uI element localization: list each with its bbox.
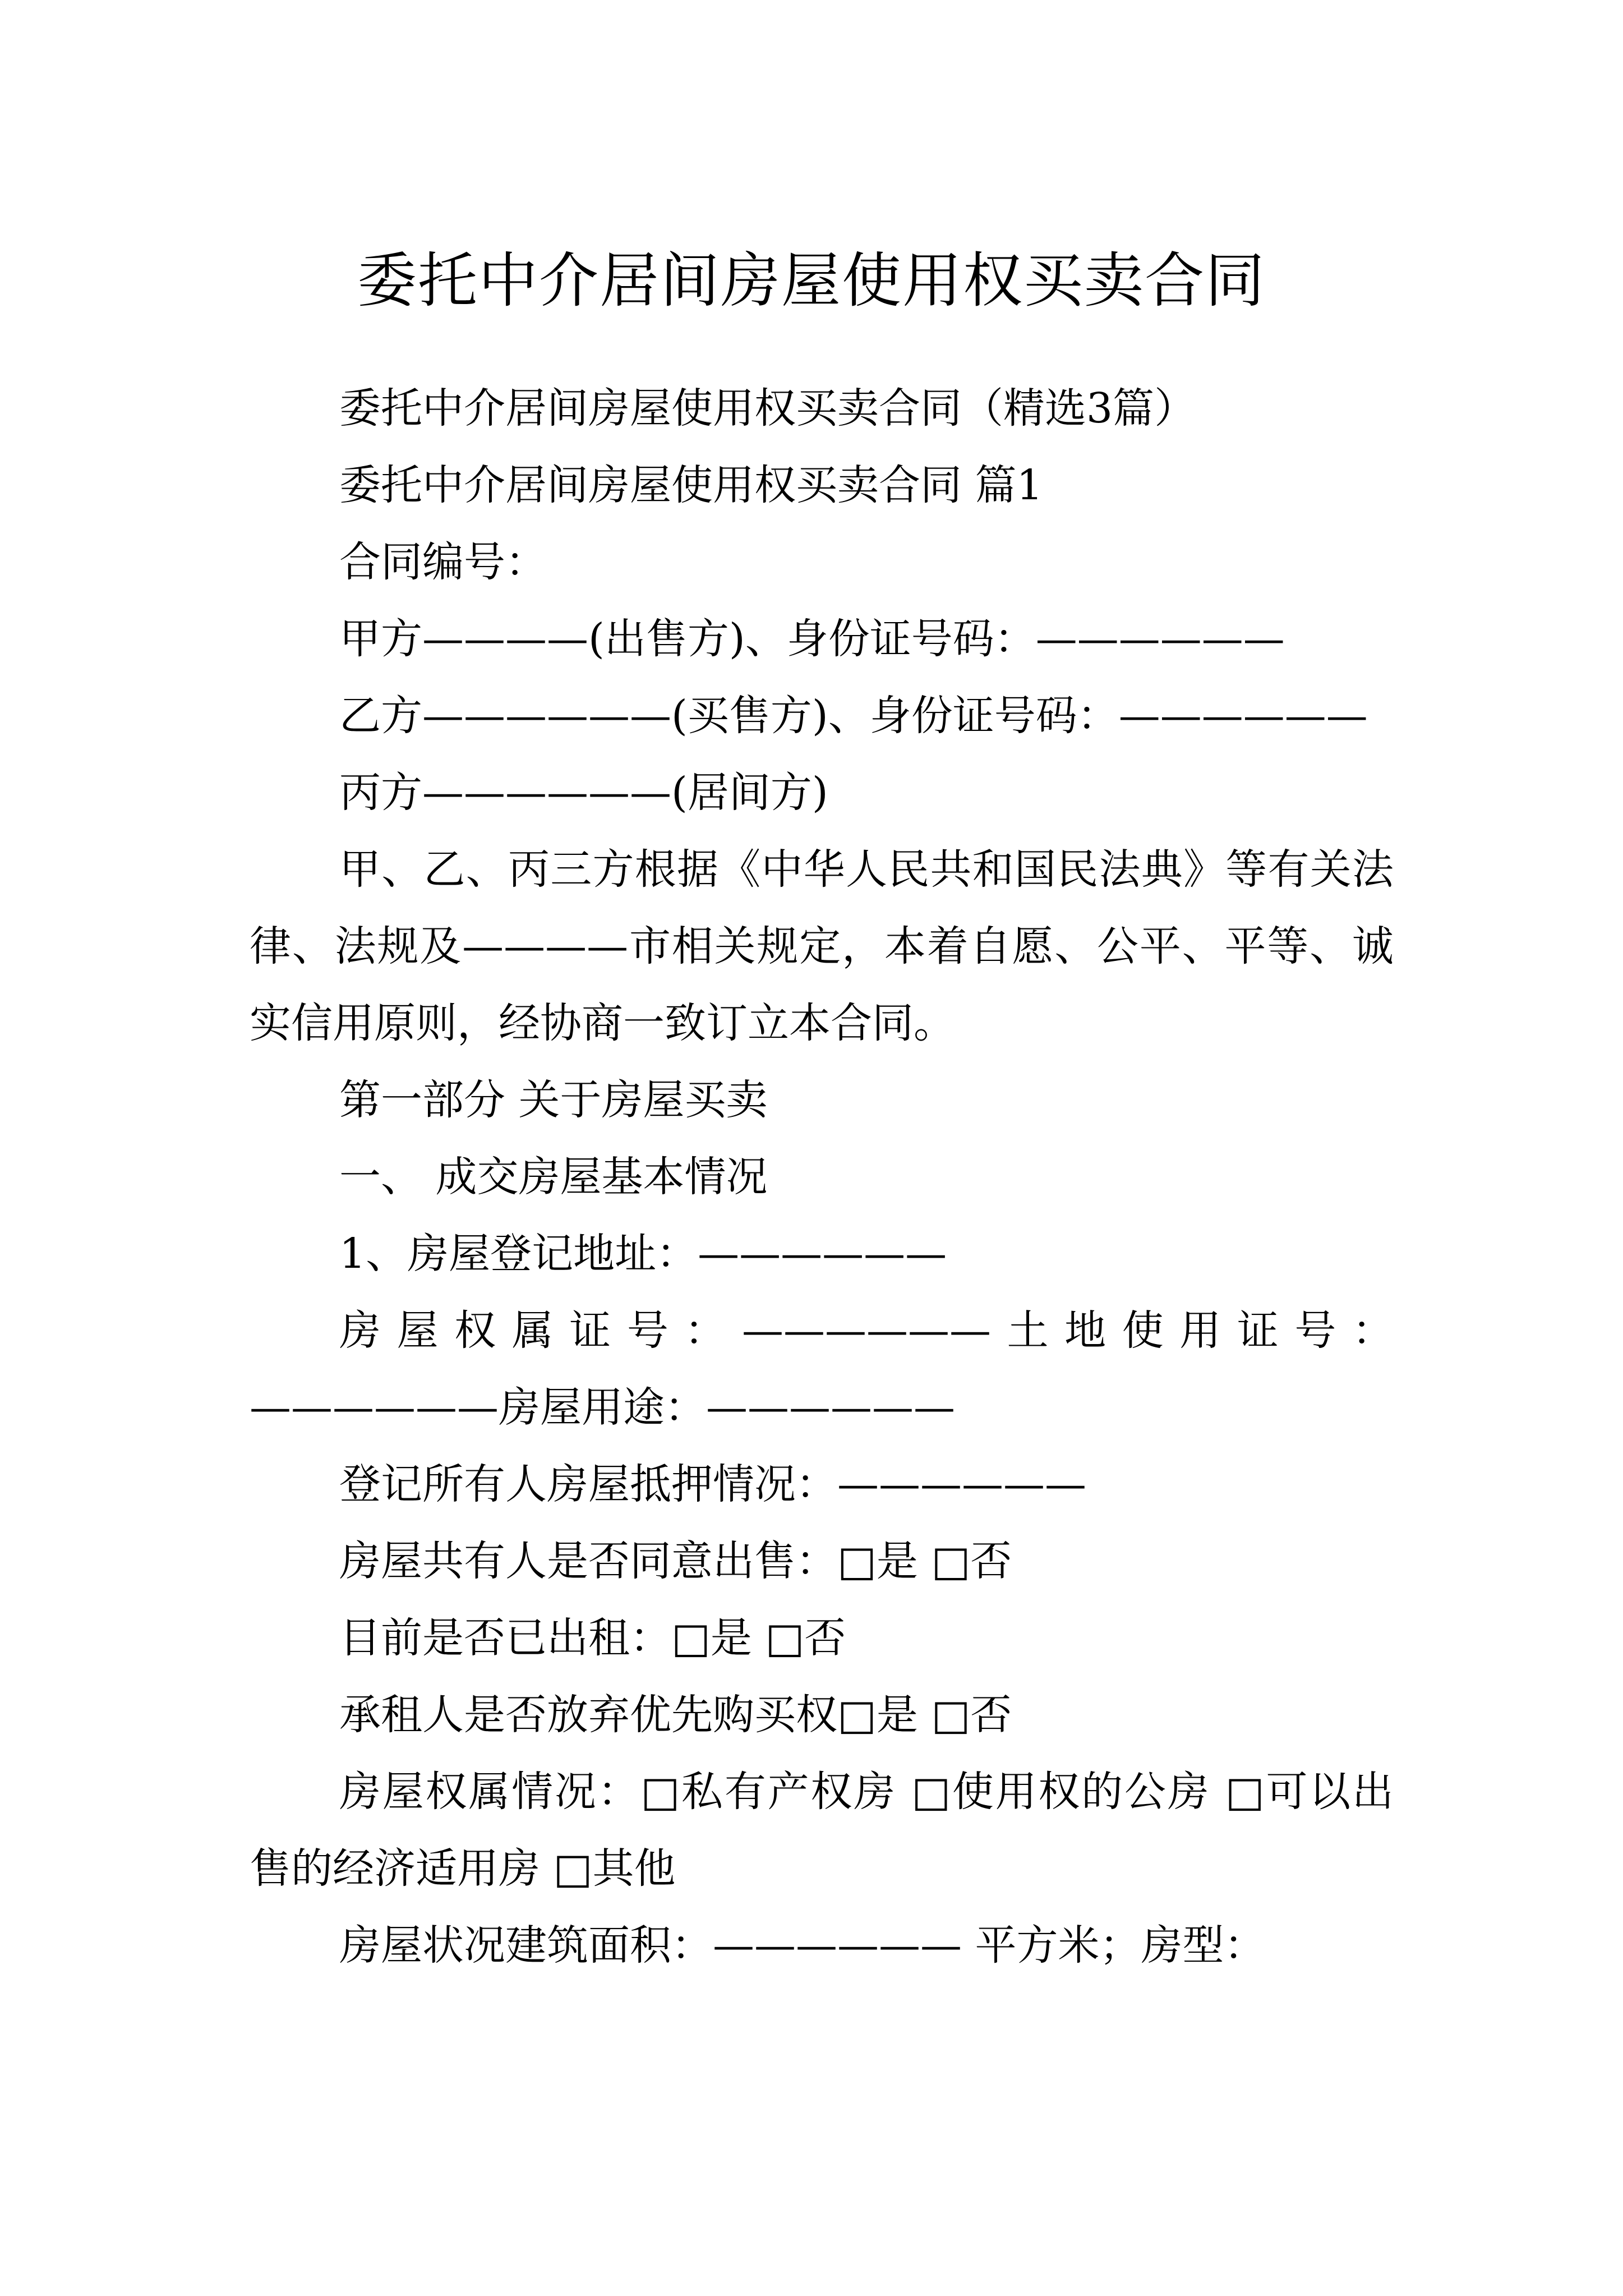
paragraph-mortgage-status: 登记所有人房屋抵押情况：——————	[339, 1460, 1086, 1508]
paragraph-section-one-heading: 一、 成交房屋基本情况	[339, 1153, 768, 1201]
document-body	[250, 370, 1394, 1984]
paragraph-contract-number: 合同编号：	[339, 538, 547, 586]
paragraph-tenant-preemption: 承租人是否放弃优先购买权□是 □否	[339, 1691, 1012, 1739]
paragraph-co-owner-consent: 房屋共有人是否同意出售：□是 □否	[339, 1537, 1012, 1585]
paragraph-collection-title: 委托中介居间房屋使用权买卖合同（精选3篇）	[339, 384, 1196, 432]
paragraph-house-address: 1、房屋登记地址：——————	[339, 1230, 947, 1278]
paragraph-building-area: 房屋状况建筑面积：—————— 平方米；房型：	[339, 1921, 1266, 1970]
paragraph-party-c: 丙方——————(居间方)	[339, 769, 828, 817]
paragraph-rental-status: 目前是否已出租：□是 □否	[339, 1614, 846, 1662]
paragraph-article-heading: 委托中介居间房屋使用权买卖合同 篇1	[339, 461, 1043, 509]
paragraph-party-b: 乙方——————(买售方)、身份证号码：——————	[339, 692, 1368, 740]
paragraph-ownership-type: 房屋权属情况：□私有产权房 □使用权的公房 □可以出售的经济适用房 □其他	[250, 1768, 1394, 1893]
document-title: 委托中介居间房屋使用权买卖合同	[357, 246, 1266, 316]
paragraph-preamble: 甲、乙、丙三方根据《中华人民共和国民法典》等有关法律、法规及————市相关规定，本着自愿、公平、平等、诚实信用原则，经协商一致订立本合同。	[250, 845, 1394, 1047]
paragraph-certificate-numbers: 房屋权属证号：——————土地使用证号：——————房屋用途：——————	[250, 1306, 1394, 1432]
paragraph-part-one-heading: 第一部分 关于房屋买卖	[339, 1076, 768, 1124]
paragraph-party-a: 甲方————(出售方)、身份证号码：——————	[339, 615, 1285, 663]
